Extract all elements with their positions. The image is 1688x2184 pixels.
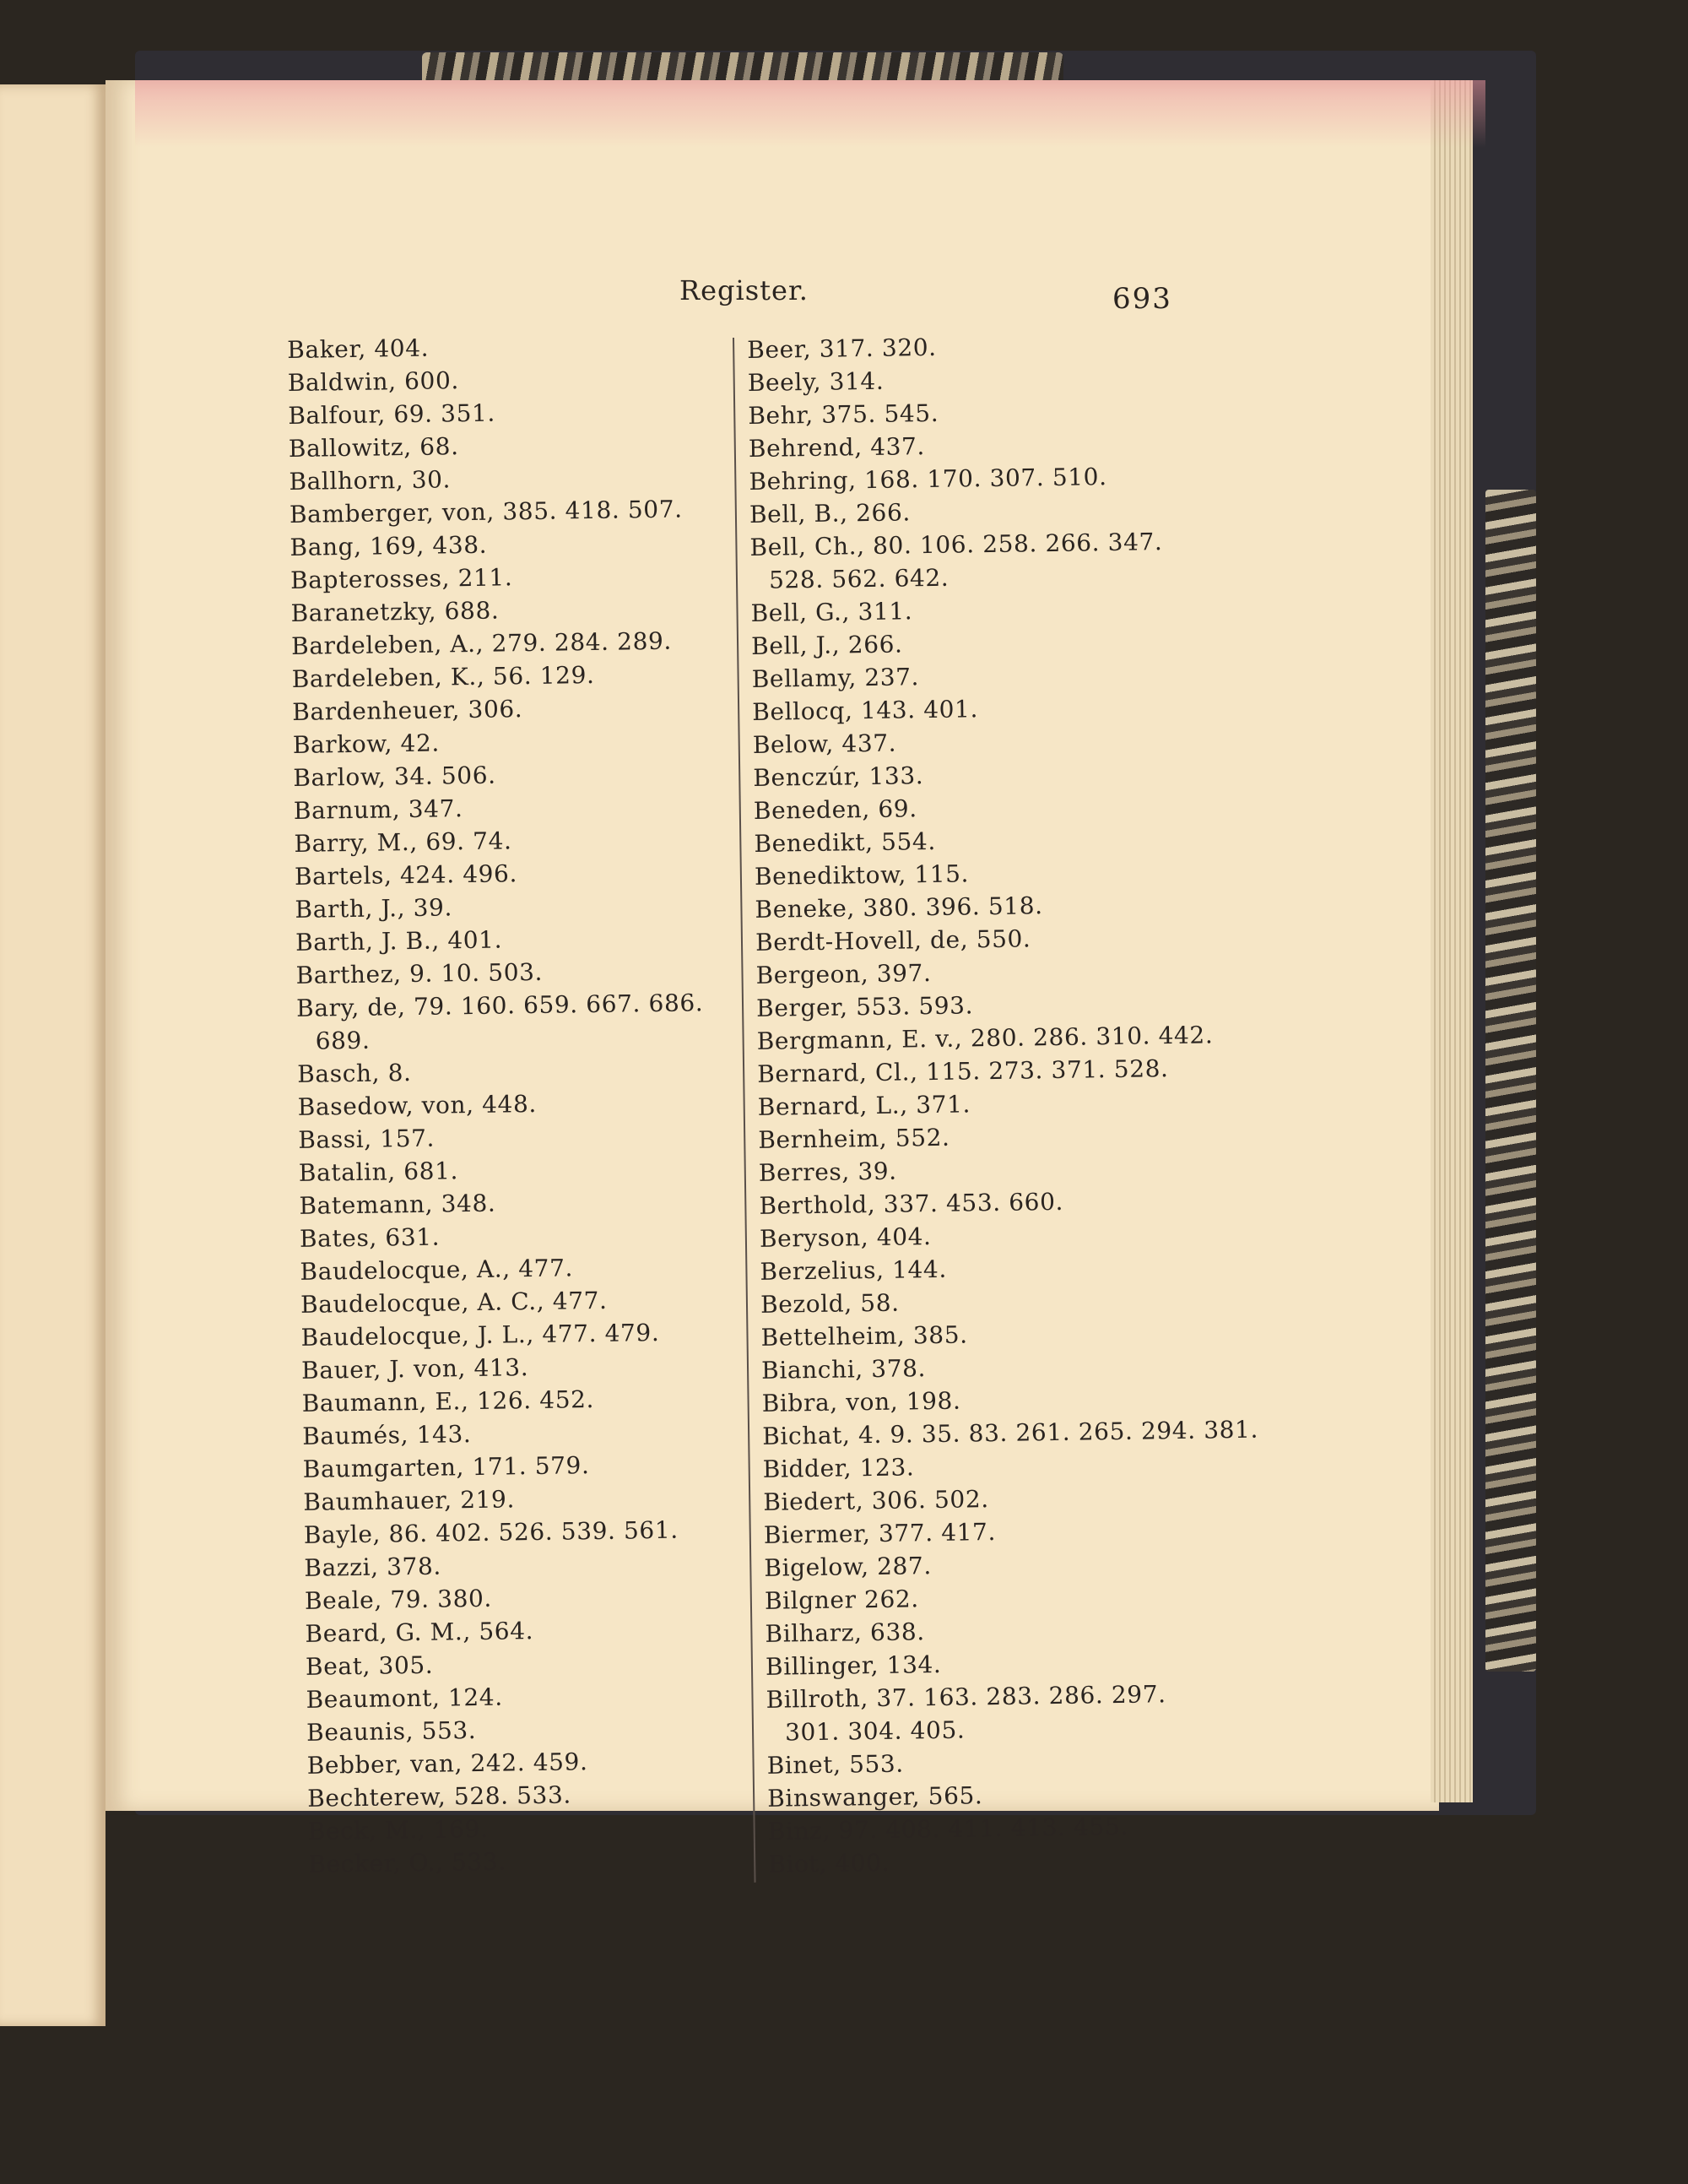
index-entry: 528. 562. 642. (768, 563, 950, 594)
index-entry: Bettelheim, 385. (760, 1320, 968, 1352)
index-entry: Baker, 404. (287, 333, 430, 364)
index-entry: Balfour, 69. 351. (288, 398, 496, 430)
index-entry: Beaumont, 124. (306, 1683, 503, 1714)
index-entry: Binet, 553. (766, 1749, 905, 1780)
index-entry: Beck, M., 169. (307, 1814, 489, 1845)
index-entry: Bardeleben, A., 279. 284. 289. (290, 626, 673, 660)
index-entry: Beaunis, 553. (306, 1716, 477, 1747)
index-entry: Ballowitz, 68. (288, 432, 459, 463)
index-entry: Beale, 79. 380. (304, 1584, 493, 1615)
index-entry: Baranetzky, 688. (290, 596, 500, 627)
index-entry: Bellocq, 143. 401. (752, 695, 979, 726)
marbled-fore-edge (1485, 490, 1536, 1672)
index-entry: Biermer, 377. 417. (763, 1518, 997, 1549)
index-entry: Bilgner 262. (764, 1585, 920, 1615)
index-entry: Basch, 8. (297, 1059, 412, 1088)
index-entry: Behrend, 437. (748, 432, 926, 463)
index-entry: Ballhorn, 30. (289, 465, 452, 496)
index-entry: Baumés, 143. (302, 1420, 472, 1450)
index-entry: Beryson, 404. (759, 1222, 932, 1253)
index-entry: Bianchi, 378. (760, 1354, 927, 1385)
index-entry: Bilharz, 638. (765, 1618, 926, 1648)
index-entry: Barkow, 42. (292, 729, 441, 759)
index-entry: Bell, B., 266. (749, 498, 912, 528)
index-entry: Berzelius, 144. (760, 1255, 948, 1286)
index-entry: Berres, 39. (758, 1157, 897, 1187)
index-entry: 689. (315, 1026, 371, 1055)
index-entry: Billinger, 134. (765, 1650, 942, 1681)
index-entry: Bazzi, 378. (304, 1552, 442, 1582)
index-entry: Basedow, von, 448. (297, 1089, 538, 1121)
index-entry: Baudelocque, J. L., 477. 479. (300, 1318, 660, 1352)
index-entry: Barth, J. B., 401. (295, 925, 503, 957)
index-entry: Bidder, 123. (762, 1453, 915, 1483)
index-entry: Becker, O., 533. (308, 1847, 506, 1878)
page-number: 693 (1112, 282, 1172, 316)
index-entry: Bassi, 157. (298, 1124, 436, 1154)
index-entry: Barth, J., 39. (295, 893, 453, 924)
index-entry: Benedikt, 554. (754, 826, 937, 858)
index-entry: Baudelocque, A., 477. (300, 1254, 574, 1286)
index-entry: 301. 304. 405. (784, 1715, 966, 1747)
index-entry: Bauer, J. von, 413. (300, 1353, 529, 1385)
index-entry: Baumann, E., 126. 452. (301, 1385, 595, 1417)
index-entry: Barnum, 347. (293, 794, 463, 825)
index-entry: Benczúr, 133. (753, 761, 924, 792)
index-entry: Berger, 553. 593. (755, 991, 974, 1022)
index-entry: Billroth, 37. 163. 283. 286. 297. (766, 1680, 1166, 1714)
index-entry: Berthold, 337. 453. 660. (759, 1187, 1064, 1220)
index-entry: Bardenheuer, 306. (292, 695, 523, 726)
index-entry: Bell, G., 311. (750, 597, 913, 627)
index-entry: Bigelow, 287. (764, 1552, 933, 1582)
index-entry: Bebber, van, 242. 459. (306, 1748, 588, 1780)
index-entry: Bichat, 4. 9. 35. 83. 261. 265. 294. 381. (762, 1415, 1259, 1450)
index-entry: Beard, G. M., 564. (305, 1617, 534, 1648)
index-entry: Bell, J., 266. (750, 630, 903, 660)
index-entry: Bernard, Cl., 115. 273. 371. 528. (757, 1054, 1169, 1088)
index-entry: Behr, 375. 545. (748, 398, 939, 430)
index-column-left (287, 327, 782, 1881)
index-entry: Bell, Ch., 80. 106. 258. 266. 347. (749, 528, 1163, 561)
index-entry: Baumhauer, 219. (303, 1485, 516, 1516)
index-entry: Biedert, 306. 502. (763, 1485, 989, 1516)
index-entry: Batalin, 681. (298, 1157, 459, 1187)
index-entry: Bardeleben, K., 56. 129. (291, 660, 595, 693)
index-entry: Bayle, 86. 402. 526. 539. 561. (303, 1515, 679, 1549)
index-entry: Bartels, 424. 496. (294, 859, 518, 891)
index-entry: Beneke, 380. 396. 518. (755, 891, 1043, 924)
index-entry: Biot, 400. (768, 1848, 890, 1878)
left-page-edge (0, 84, 106, 2026)
index-column-right (747, 327, 1259, 1881)
index-entry: Beat, 305. (305, 1650, 434, 1681)
index-entry: Beneden, 69. (753, 794, 917, 825)
index-entry: Bergeon, 397. (755, 959, 932, 989)
index-entry: Behring, 168. 170. 307. 510. (749, 463, 1107, 496)
index-entry: Baumgarten, 171. 579. (302, 1451, 590, 1483)
index-entry: Bamberger, von, 385. 418. 507. (289, 495, 683, 528)
index-entry: Binz, 97. 408. 411. 413. 455. (767, 1812, 1128, 1845)
index-entry: Benediktow, 115. (754, 859, 970, 891)
index-entry: Beely, 314. (747, 366, 885, 397)
index-entry: Bernheim, 552. (758, 1123, 950, 1154)
index-entry: Bibra, von, 198. (761, 1386, 961, 1417)
index-entry: Batemann, 348. (299, 1189, 496, 1220)
index-entry: Bary, de, 79. 160. 659. 667. 686. (295, 989, 704, 1022)
index-entry: Bezold, 58. (760, 1288, 900, 1319)
index-entry: Berdt-Hovell, de, 550. (755, 924, 1031, 957)
index-entry: Binswanger, 565. (767, 1781, 983, 1813)
index-entry: Bernard, L., 371. (757, 1090, 971, 1121)
index-entry: Bang, 169, 438. (289, 530, 488, 561)
index-entry: Barry, M., 69. 74. (294, 826, 512, 858)
index-entry: Baudelocque, A. C., 477. (300, 1286, 608, 1319)
red-stain (135, 80, 1485, 148)
index-entry: Bates, 631. (299, 1222, 441, 1253)
index-entry: Barlow, 34. 506. (293, 761, 496, 792)
index-entry: Barthez, 9. 10. 503. (295, 957, 544, 989)
index-entry: Baldwin, 600. (287, 366, 460, 397)
index-entry: Bergmann, E. v., 280. 286. 310. 442. (756, 1021, 1214, 1055)
index-entry: Bellamy, 237. (751, 663, 920, 693)
index-entry: Below, 437. (752, 729, 897, 759)
index-entry: Bechterew, 528. 533. (307, 1780, 572, 1813)
running-header: Register. (679, 274, 809, 306)
index-entry: Bapterosses, 211. (289, 563, 513, 594)
index-entry: Beer, 317. 320. (747, 333, 937, 364)
page-stack-edges (1431, 80, 1473, 1802)
